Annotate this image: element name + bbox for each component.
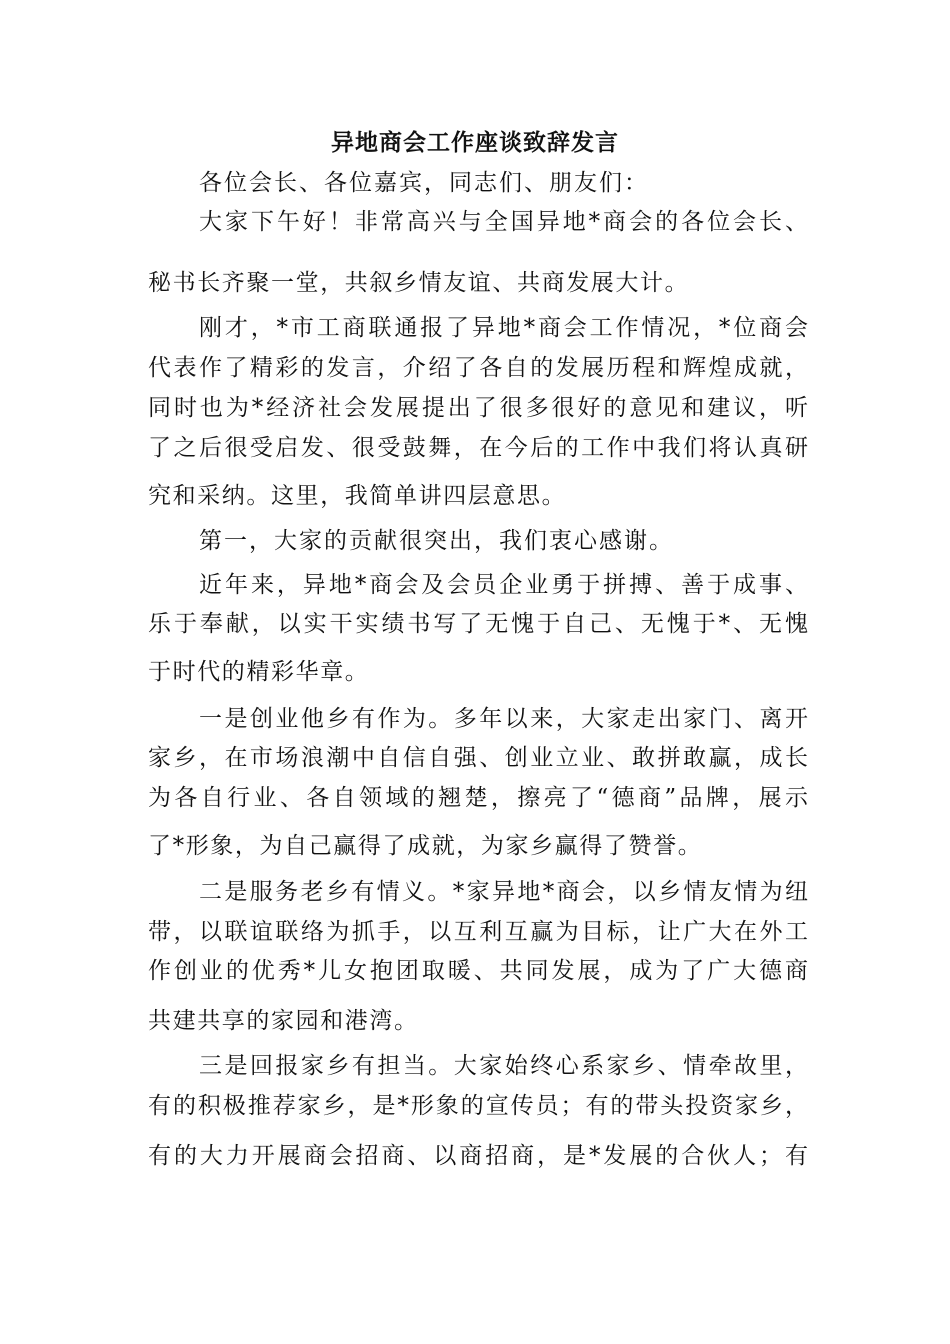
paragraph-line: 同时也为*经济社会发展提出了很多很好的意见和建议，听 bbox=[148, 395, 808, 421]
paragraph-line: 带，以联谊联络为抓手，以互利互赢为目标，让广大在外工 bbox=[148, 919, 808, 945]
salutation-line: 各位会长、各位嘉宾，同志们、朋友们： bbox=[199, 170, 649, 196]
paragraph-line: 代表作了精彩的发言，介绍了各自的发展历程和辉煌成就， bbox=[148, 355, 808, 381]
paragraph-line: 究和采纳。这里，我简单讲四层意思。 bbox=[148, 483, 567, 509]
paragraph-line: 大家下午好！非常高兴与全国异地*商会的各位会长、 bbox=[199, 209, 808, 235]
section-heading-line: 第一，大家的贡献很突出，我们衷心感谢。 bbox=[199, 528, 674, 554]
paragraph-line: 三是回报家乡有担当。大家始终心系家乡、情牵故里， bbox=[199, 1053, 808, 1079]
paragraph-line: 共建共享的家园和港湾。 bbox=[148, 1008, 419, 1034]
paragraph-line: 二是服务老乡有情义。*家异地*商会，以乡情友情为纽 bbox=[199, 879, 808, 905]
paragraph-line: 刚才，*市工商联通报了异地*商会工作情况，*位商会 bbox=[199, 315, 808, 341]
paragraph-line: 乐于奉献，以实干实绩书写了无愧于自己、无愧于*、无愧 bbox=[148, 611, 808, 637]
paragraph-line: 为各自行业、各自领域的翘楚，擦亮了“德商”品牌，展示 bbox=[148, 785, 808, 811]
paragraph-line: 有的积极推荐家乡，是*形象的宣传员；有的带头投资家乡， bbox=[148, 1093, 808, 1119]
paragraph-line: 作创业的优秀*儿女抱团取暖、共同发展，成为了广大德商 bbox=[148, 958, 808, 984]
paragraph-line: 了*形象，为自己赢得了成就，为家乡赢得了赞誉。 bbox=[148, 833, 703, 859]
document-title: 异地商会工作座谈致辞发言 bbox=[331, 129, 619, 156]
paragraph-line: 家乡，在市场浪潮中自信自强、创业立业、敢拼敢赢，成长 bbox=[148, 745, 808, 771]
paragraph-line: 有的大力开展商会招商、以商招商，是*发展的合伙人；有 bbox=[148, 1143, 808, 1169]
paragraph-line: 一是创业他乡有作为。多年以来，大家走出家门、离开 bbox=[199, 706, 808, 732]
paragraph-line: 秘书长齐聚一堂，共叙乡情友谊、共商发展大计。 bbox=[148, 270, 690, 296]
paragraph-line: 近年来，异地*商会及会员企业勇于拼搏、善于成事、 bbox=[199, 572, 808, 598]
paragraph-line: 了之后很受启发、很受鼓舞，在今后的工作中我们将认真研 bbox=[148, 435, 808, 461]
paragraph-line: 于时代的精彩华章。 bbox=[148, 659, 370, 685]
